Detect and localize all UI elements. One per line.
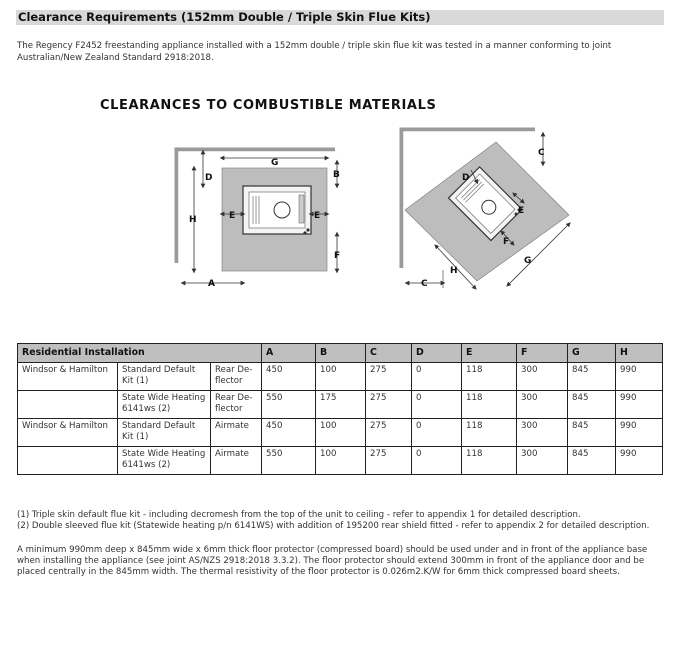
header-h: H bbox=[616, 344, 663, 363]
label-e-left: E bbox=[229, 211, 236, 221]
corner-label-c-bottom: C bbox=[421, 279, 428, 289]
cell-f: 300 bbox=[517, 363, 568, 391]
cell-c: 275 bbox=[366, 363, 412, 391]
corner-label-e: E bbox=[518, 206, 525, 216]
header-d: D bbox=[412, 344, 462, 363]
cell-e: 118 bbox=[462, 419, 517, 447]
cell-d: 0 bbox=[412, 447, 462, 475]
section-title: Clearance Requirements (152mm Double / Triple Skin Flue Kits) bbox=[18, 10, 431, 24]
label-g: G bbox=[271, 158, 279, 168]
cell-c: 275 bbox=[366, 447, 412, 475]
corner-label-c-top: C bbox=[538, 148, 545, 158]
corner-label-h: H bbox=[450, 266, 458, 276]
label-h: H bbox=[189, 215, 197, 225]
cell-e: 118 bbox=[462, 391, 517, 419]
section-header bbox=[16, 10, 664, 25]
cell-b: 100 bbox=[316, 363, 366, 391]
cell-kit: Standard Default Kit (1) bbox=[118, 363, 211, 391]
cell-model: Windsor & Hamilton bbox=[18, 419, 118, 447]
cell-c: 275 bbox=[366, 391, 412, 419]
cell-e: 118 bbox=[462, 447, 517, 475]
table-row bbox=[18, 447, 663, 475]
diagram-left bbox=[177, 150, 340, 289]
cell-model bbox=[18, 391, 118, 419]
cell-kit: State Wide Heating 6141ws (2) bbox=[118, 447, 211, 475]
cell-a: 450 bbox=[262, 363, 316, 391]
header-f: F bbox=[517, 344, 568, 363]
footnote-2: (2) Double sleeved flue kit (Statewide heating p/n 6141WS) with addition of 195200 rear shield fitted - refer to appendix 2 for detailed description. bbox=[17, 521, 650, 531]
cell-h: 990 bbox=[616, 363, 663, 391]
cell-option: Rear De-flector bbox=[211, 363, 262, 391]
cell-b: 100 bbox=[316, 447, 366, 475]
label-d: D bbox=[205, 173, 213, 183]
clearance-table bbox=[17, 343, 663, 475]
cell-kit: State Wide Heating 6141ws (2) bbox=[118, 391, 211, 419]
cell-g: 845 bbox=[568, 363, 616, 391]
cell-f: 300 bbox=[517, 447, 568, 475]
header-c: C bbox=[366, 344, 412, 363]
corner-label-f: F bbox=[503, 237, 510, 247]
label-a: A bbox=[208, 279, 215, 289]
cell-a: 450 bbox=[262, 419, 316, 447]
label-f: F bbox=[334, 251, 341, 261]
cell-g: 845 bbox=[568, 447, 616, 475]
corner-label-g: G bbox=[524, 256, 532, 266]
cell-b: 100 bbox=[316, 419, 366, 447]
cell-g: 845 bbox=[568, 391, 616, 419]
cell-g: 845 bbox=[568, 419, 616, 447]
cell-c: 275 bbox=[366, 419, 412, 447]
label-e-right: E bbox=[314, 211, 321, 221]
table-row bbox=[18, 391, 663, 419]
cell-option: Airmate bbox=[211, 419, 262, 447]
cell-f: 300 bbox=[517, 391, 568, 419]
table-row bbox=[18, 419, 663, 447]
label-b: B bbox=[333, 170, 340, 180]
diagram-title: CLEARANCES TO COMBUSTIBLE MATERIALS bbox=[100, 98, 437, 113]
cell-d: 0 bbox=[412, 419, 462, 447]
cell-kit: Standard Default Kit (1) bbox=[118, 419, 211, 447]
table-row bbox=[18, 363, 663, 391]
cell-model bbox=[18, 447, 118, 475]
cell-a: 550 bbox=[262, 391, 316, 419]
header-installation: Residential Installation bbox=[18, 344, 262, 363]
floor-protector-note: A minimum 990mm deep x 845mm wide x 6mm thick floor protector (compressed board) should be used under and in front of the appliance base when installing the appliance (see joint AS/NZS 2918:2018 3.3.2). The floor protector should extend 300mm in front of the appliance door and be placed centrally in the 845mm width. The thermal resistivity of the floor protector is 0.026m2.K/W for 6mm thick compressed board sheets. bbox=[17, 545, 648, 577]
cell-h: 990 bbox=[616, 419, 663, 447]
cell-b: 175 bbox=[316, 391, 366, 419]
intro-paragraph: The Regency F2452 freestanding appliance installed with a 152mm double / triple skin flue kit was tested in a manner conforming to joint Australian/New Zealand Standard 2918:2018. bbox=[17, 41, 612, 63]
header-a: A bbox=[262, 344, 316, 363]
header-b: B bbox=[316, 344, 366, 363]
cell-option: Rear De-flector bbox=[211, 391, 262, 419]
cell-model: Windsor & Hamilton bbox=[18, 363, 118, 391]
header-g: G bbox=[568, 344, 616, 363]
cell-e: 118 bbox=[462, 363, 517, 391]
cell-a: 550 bbox=[262, 447, 316, 475]
table-header-row bbox=[18, 344, 663, 363]
clearance-diagram bbox=[165, 118, 605, 298]
footnotes bbox=[17, 510, 667, 532]
corner-label-d: D bbox=[462, 173, 470, 183]
header-e: E bbox=[462, 344, 517, 363]
diagram-right bbox=[402, 130, 569, 289]
cell-option: Airmate bbox=[211, 447, 262, 475]
cell-d: 0 bbox=[412, 391, 462, 419]
cell-h: 990 bbox=[616, 447, 663, 475]
cell-h: 990 bbox=[616, 391, 663, 419]
cell-d: 0 bbox=[412, 363, 462, 391]
footnote-1: (1) Triple skin default flue kit - including decromesh from the top of the unit to ceiling - refer to appendix 1 for detailed description. bbox=[17, 510, 581, 520]
cell-f: 300 bbox=[517, 419, 568, 447]
